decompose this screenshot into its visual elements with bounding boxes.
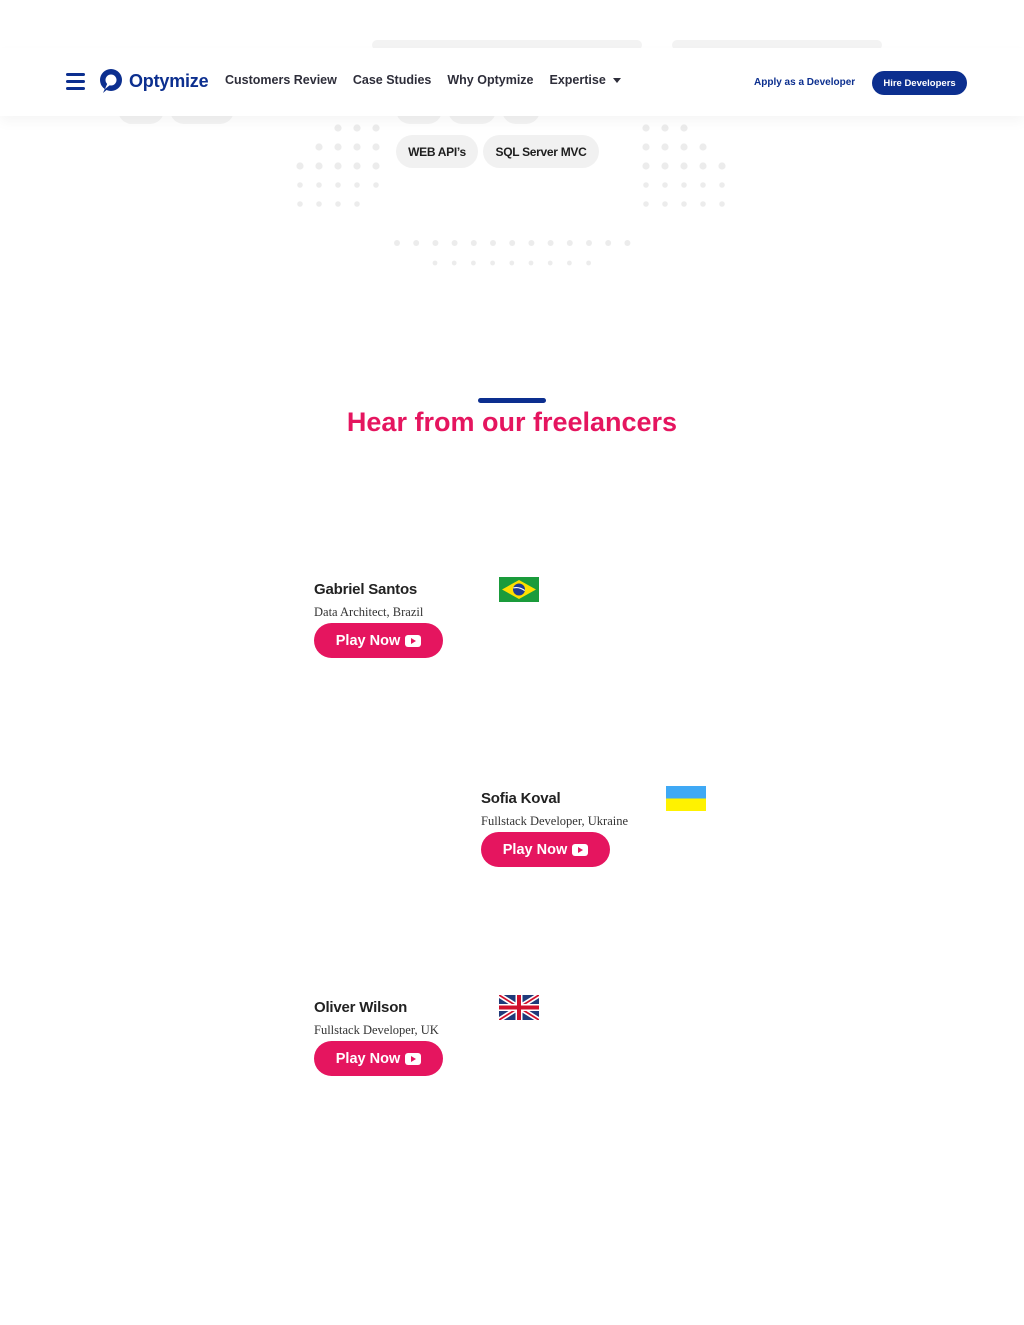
youtube-icon [405,1053,421,1065]
caret-down-icon [613,78,621,83]
freelancer-name: Oliver Wilson [314,999,408,1016]
heading-accent-bar [478,398,546,403]
nav-why-optymize[interactable]: Why Optymize [447,73,534,87]
hire-developers-button[interactable]: Hire Developers [872,71,967,95]
optymize-logo-icon [98,68,124,94]
freelancer-card [314,999,554,1099]
youtube-icon [572,844,588,856]
logo-text: Optymize [129,70,209,91]
logo[interactable] [98,68,208,94]
nav-case-studies[interactable]: Case Studies [352,73,432,87]
freelancer-role: Fullstack Developer, UK [314,1023,439,1037]
freelancer-name: Gabriel Santos [314,581,418,598]
uk-flag-icon [499,995,539,1020]
freelancer-name: Sofia Koval [481,790,561,807]
play-now-button[interactable]: Play Now [314,623,443,658]
freelancer-card [314,581,554,681]
site-header [0,48,1024,116]
apply-as-developer-link[interactable]: Apply as a Developer [754,77,856,88]
section-title: Hear from our freelancers [346,407,678,437]
tech-pill-web-api: WEB API’s [396,135,478,168]
play-now-button[interactable]: Play Now [481,832,610,867]
freelancer-card [481,790,721,890]
brazil-flag-icon [499,577,539,602]
menu-icon[interactable] [66,73,85,90]
freelancer-role: Fullstack Developer, Ukraine [481,814,629,828]
ukraine-flag-icon [666,786,706,811]
freelancer-role: Data Architect, Brazil [314,605,424,619]
main-nav [225,73,621,87]
nav-expertise-dropdown[interactable]: Expertise [550,73,621,87]
play-now-button[interactable]: Play Now [314,1041,443,1076]
youtube-icon [405,635,421,647]
tech-pill-sql-server-mvc: SQL Server MVC [483,135,599,168]
nav-customers-review[interactable]: Customers Review [225,73,337,87]
